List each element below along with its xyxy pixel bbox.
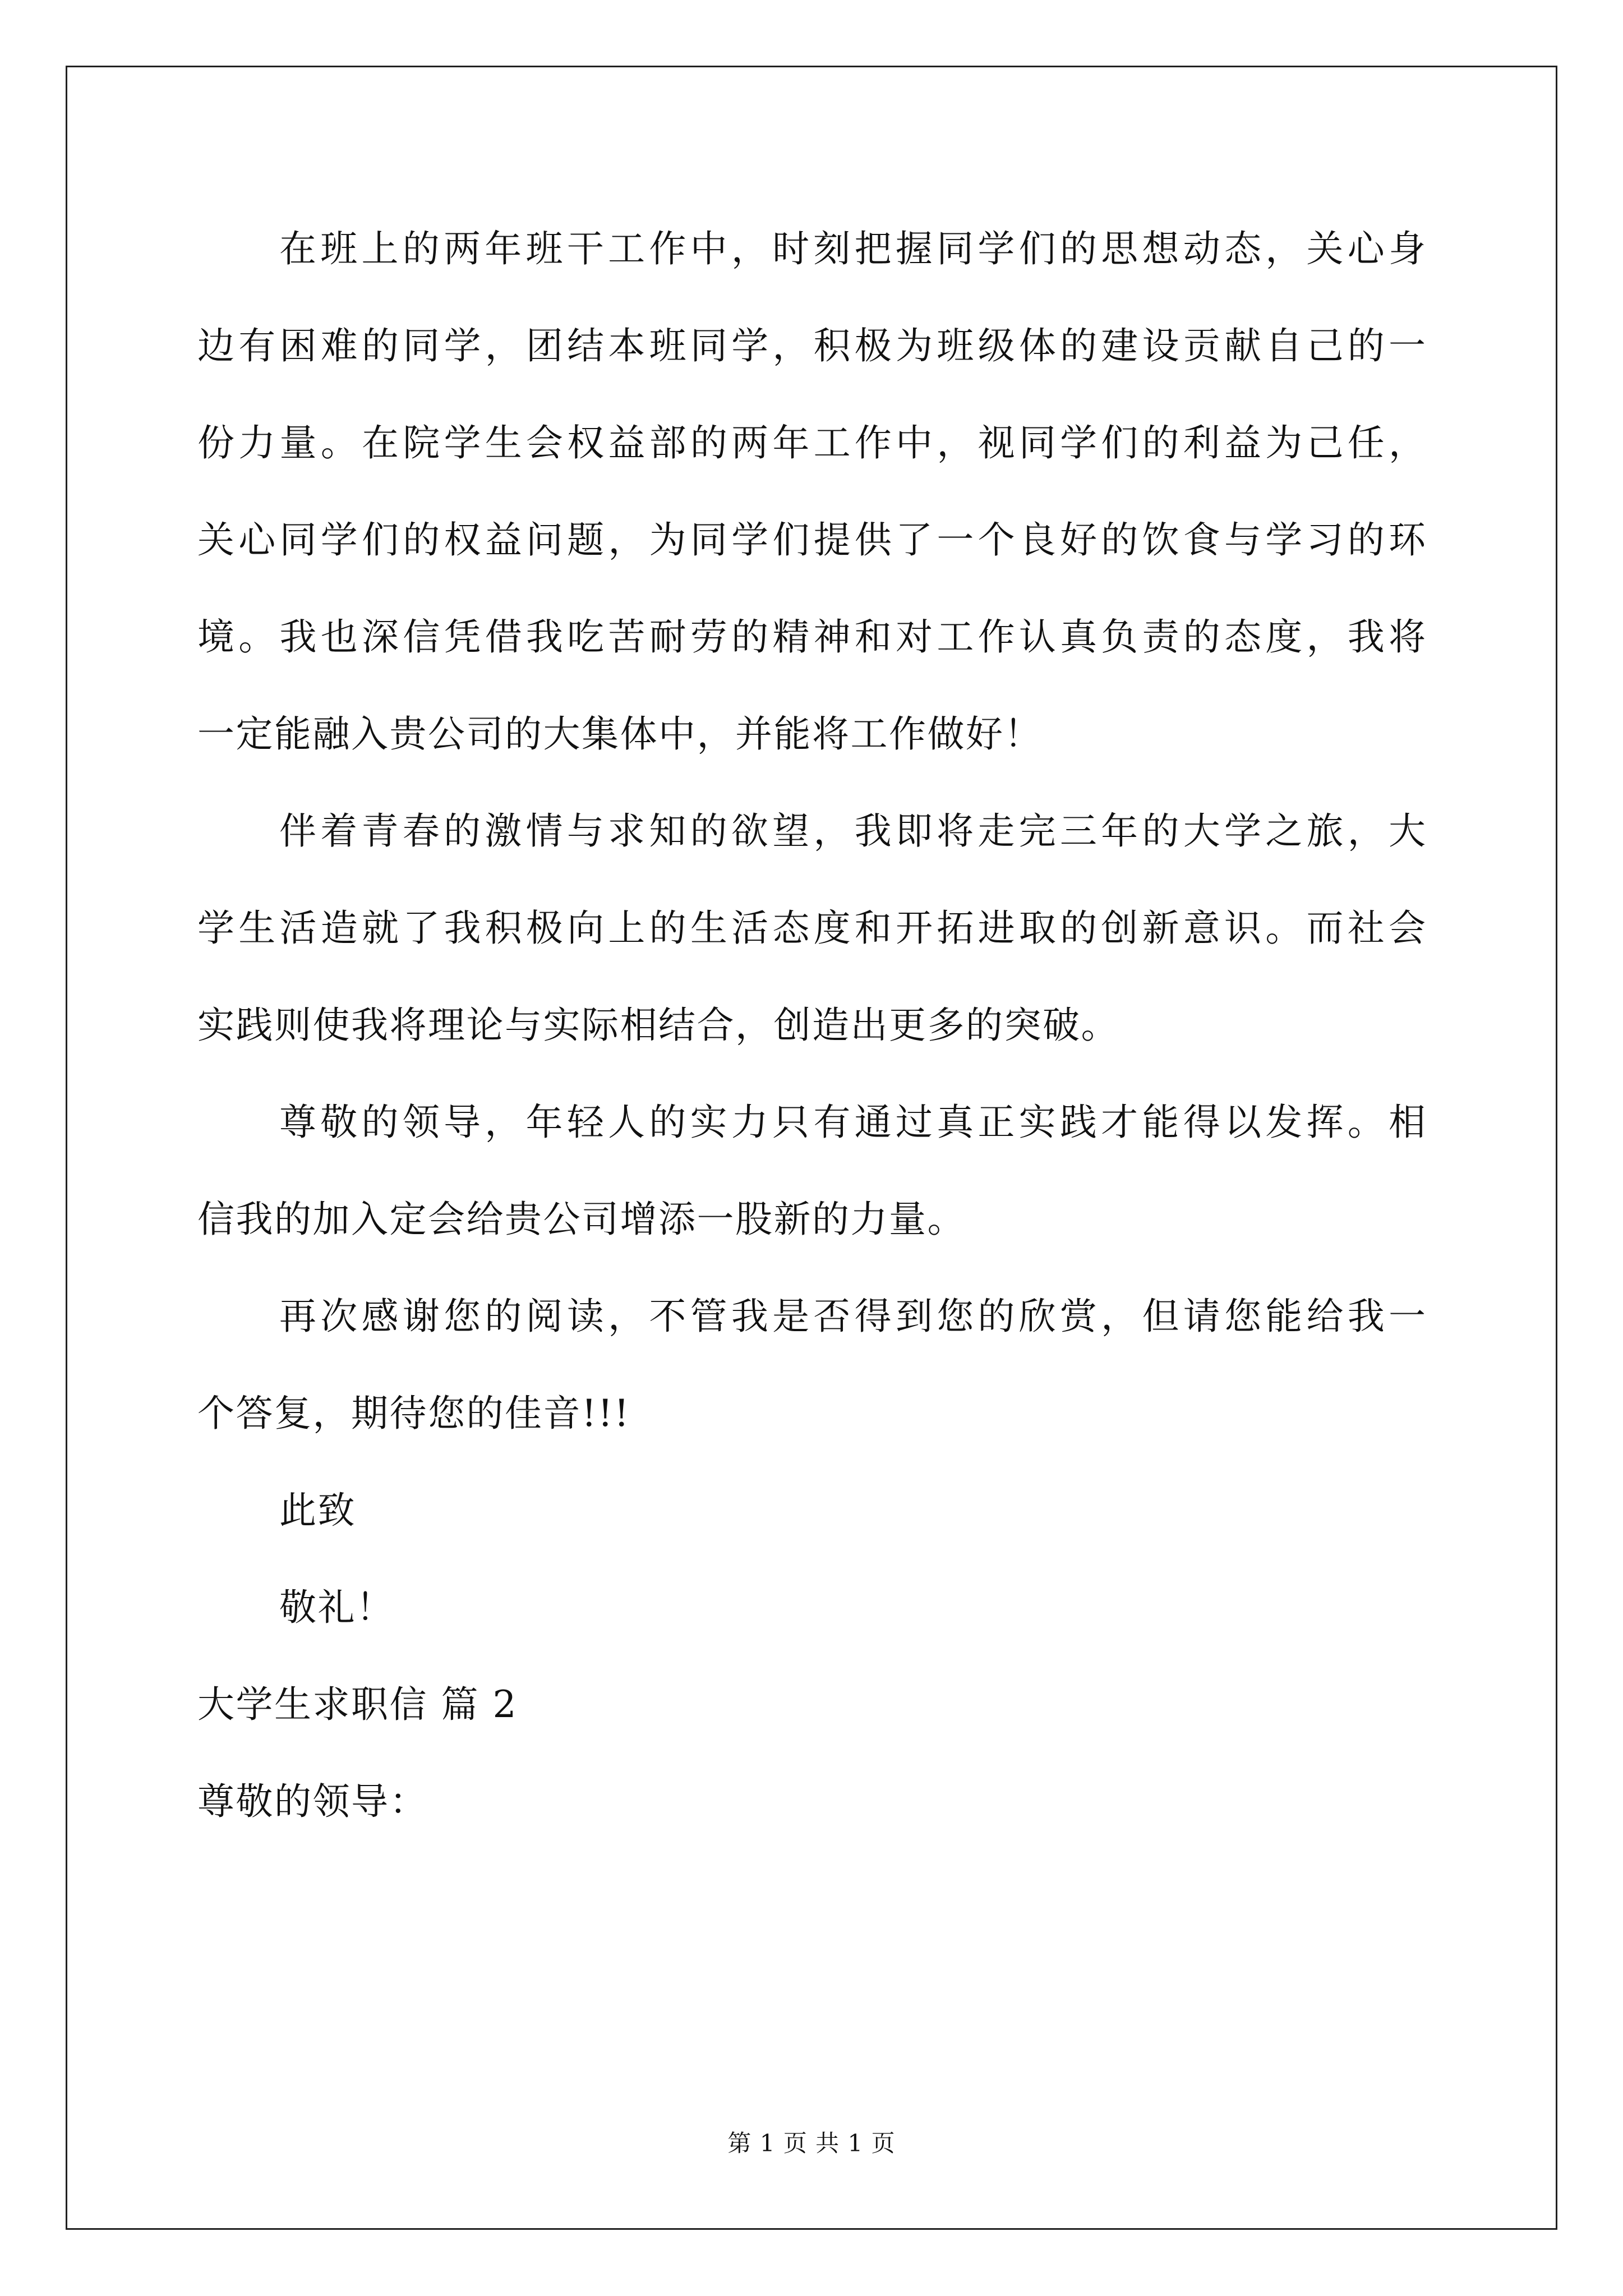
page-border: [66, 66, 1557, 2230]
paragraph-2-line-1: 伴着青春的激情与求知的欲望，我即将走完三年的大学之旅，大: [279, 809, 1426, 853]
paragraph-4-line-2: 个答复，期待您的佳音!!!: [197, 1392, 631, 1435]
greeting: 尊敬的领导：: [197, 1780, 428, 1823]
closing-regards: 敬礼！: [279, 1586, 395, 1629]
paragraph-2-line-2: 学生活造就了我积极向上的生活态度和开拓进取的创新意识。而社会: [197, 907, 1426, 950]
paragraph-4-line-1: 再次感谢您的阅读，不管我是否得到您的欣赏，但请您能给我一: [279, 1295, 1426, 1338]
paragraph-1-line-3: 份力量。在院学生会权益部的两年工作中，视同学们的利益为己任，: [197, 421, 1426, 464]
paragraph-1-line-5: 境。我也深信凭借我吃苦耐劳的精神和对工作认真负责的态度，我将: [197, 615, 1426, 659]
paragraph-1-line-4: 关心同学们的权益问题，为同学们提供了一个良好的饮食与学习的环: [197, 518, 1426, 562]
paragraph-2-line-3: 实践则使我将理论与实际相结合，创造出更多的突破。: [197, 1004, 1119, 1047]
paragraph-1-line-1: 在班上的两年班干工作中，时刻把握同学们的思想动态，关心身: [279, 227, 1426, 270]
paragraph-1-line-6: 一定能融入贵公司的大集体中，并能将工作做好！: [197, 712, 1043, 756]
paragraph-1-line-2: 边有困难的同学，团结本班同学，积极为班级体的建设贡献自己的一: [197, 324, 1426, 367]
closing-salutation: 此致: [279, 1489, 356, 1532]
page-footer: 第 1 页 共 1 页: [727, 2129, 896, 2157]
paragraph-3-line-2: 信我的加入定会给贵公司增添一股新的力量。: [197, 1198, 966, 1241]
section-heading: 大学生求职信 篇 2: [197, 1683, 518, 1726]
paragraph-3-line-1: 尊敬的领导，年轻人的实力只有通过真正实践才能得以发挥。相: [279, 1101, 1426, 1144]
